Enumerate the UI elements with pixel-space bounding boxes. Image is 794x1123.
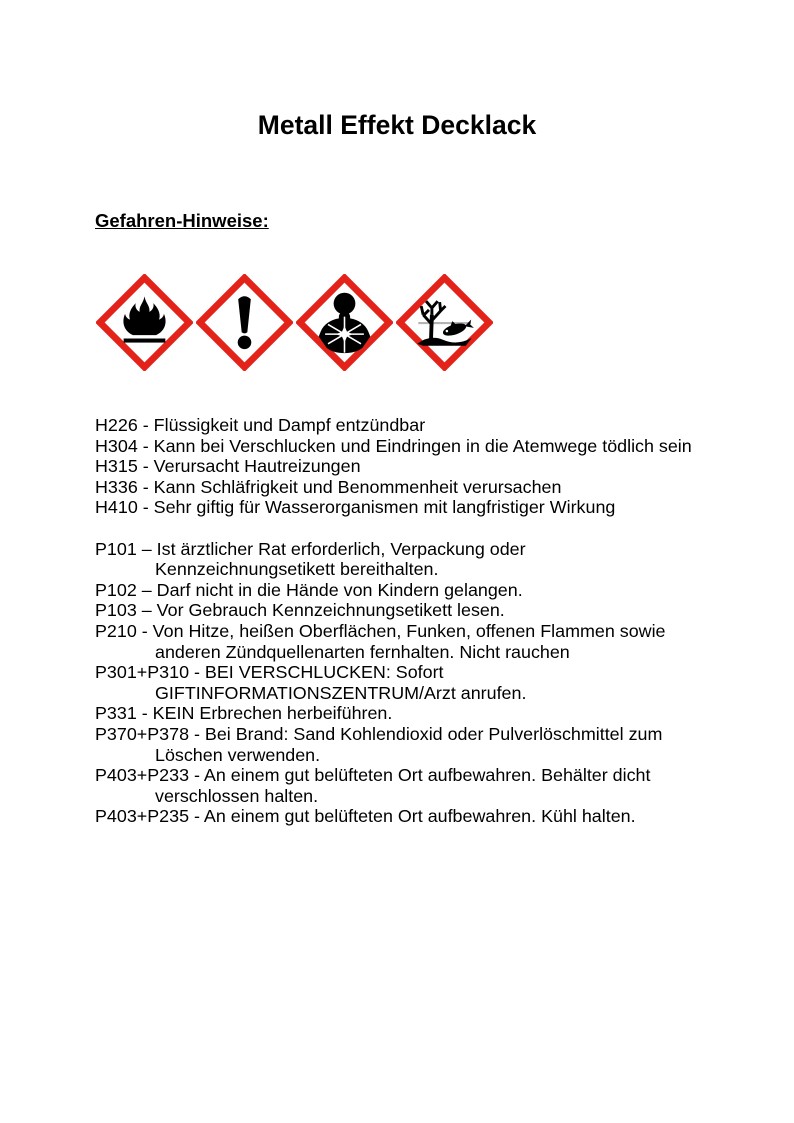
p-statement-continuation: Kennzeichnungsetikett bereithalten. [155,559,439,580]
p-statement-line: P210 - Von Hitze, heißen Oberflächen, Funken, offenen Flammen sowie [95,620,666,641]
p-statement-continuation: anderen Zündquellenarten fernhalten. Nicht rauchen [155,641,570,662]
section-heading: Gefahren-Hinweise: [95,210,269,231]
p-statement-line: P370+P378 - Bei Brand: Sand Kohlendioxid oder Pulverlöschmittel zum [95,723,663,744]
environment-pictogram-icon [396,274,493,371]
h-statement-line: H315 - Verursacht Hautreizungen [95,456,361,477]
p-statement-continuation: verschlossen halten. [155,785,319,806]
ghs-pictogram-row [96,274,493,371]
p-statement-line: P403+P233 - An einem gut belüfteten Ort aufbewahren. Behälter dicht [95,765,651,786]
p-statement-continuation: Löschen verwenden. [155,744,321,765]
p-statement-line: P403+P235 - An einem gut belüfteten Ort aufbewahren. Kühl halten. [95,806,636,827]
p-statement-line: P101 – Ist ärztlicher Rat erforderlich, Verpackung oder [95,538,526,559]
health-hazard-pictogram-icon [296,274,393,371]
flame-pictogram-icon [96,274,193,371]
exclamation-mark-pictogram-icon [196,274,293,371]
blank-line [95,518,755,539]
p-statement-line: P301+P310 - BEI VERSCHLUCKEN: Sofort [95,662,444,683]
h-statement-line: H336 - Kann Schläfrigkeit und Benommenheit verursachen [95,476,562,497]
h-statement-line: H304 - Kann bei Verschlucken und Eindringen in die Atemwege tödlich sein [95,435,692,456]
hazard-statements-block [95,415,755,827]
h-statement-line: H410 - Sehr giftig für Wasserorganismen mit langfristiger Wirkung [95,497,616,518]
h-statement-line: H226 - Flüssigkeit und Dampf entzündbar [95,415,426,435]
p-statement-continuation: GIFTINFORMATIONSZENTRUM/Arzt anrufen. [155,682,527,703]
p-statement-line: P331 - KEIN Erbrechen herbeiführen. [95,703,393,724]
page-title: Metall Effekt Decklack [257,110,537,140]
p-statement-line: P102 – Darf nicht in die Hände von Kindern gelangen. [95,579,523,600]
p-statement-line: P103 – Vor Gebrauch Kennzeichnungsetikett lesen. [95,600,505,621]
